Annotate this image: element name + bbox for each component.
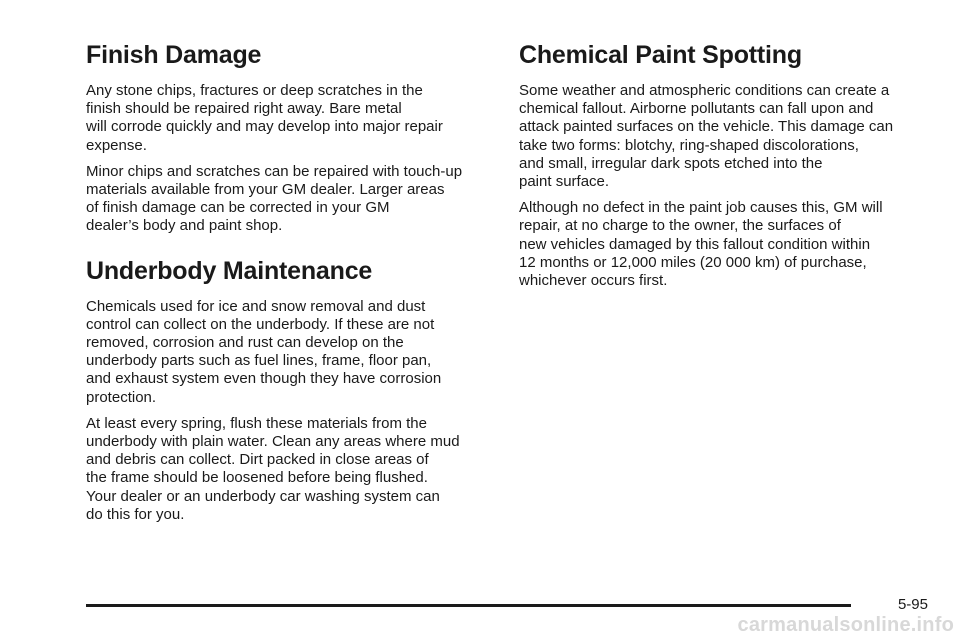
paragraph: At least every spring, flush these materials from the underbody with plain water. Clean any areas where mud and debris can collect. Dirt packed in close areas of the frame should be loosened before being flushed. Your dealer or an underbody car washing system can do this for you. xyxy=(86,414,460,523)
section-underbody-maintenance xyxy=(86,256,506,524)
paragraph: Chemicals used for ice and snow removal and dust control can collect on the underbody. If these are not removed, corrosion and rust can develop on the underbody parts such as fuel lines, frame, floor pan, and exhaust system even though they have corrosion protection. xyxy=(86,297,442,406)
heading-underbody-maintenance: Underbody Maintenance xyxy=(86,256,373,285)
left-column xyxy=(86,40,506,544)
paragraph: Any stone chips, fractures or deep scratches in the finish should be repaired right away. Bare metal will corrode quickly and may develop into major repair expense. xyxy=(86,82,443,154)
paragraph: Although no defect in the paint job causes this, GM will repair, at no charge to the owner, the surfaces of new vehicles damaged by this fallout condition within 12 months or 12,000 miles (20 000 km) of purchase, whichever occurs first. xyxy=(519,199,883,290)
paragraph: Minor chips and scratches can be repaired with touch-up materials available from your GM dealer. Larger areas of finish damage can be corrected in your GM dealer’s body and paint shop. xyxy=(86,162,463,235)
right-column xyxy=(519,40,929,310)
footer-rule xyxy=(86,604,851,607)
section-finish-damage xyxy=(86,40,506,236)
heading-finish-damage: Finish Damage xyxy=(86,41,262,69)
section-chemical-paint-spotting xyxy=(519,40,929,290)
heading-chemical-paint-spotting: Chemical Paint Spotting xyxy=(519,41,802,69)
paragraph: Some weather and atmospheric conditions can create a chemical fallout. Airborne pollutants can fall upon and attack painted surfaces on the vehicle. This damage can take two forms: blotchy, ring-shaped discolorations, and small, irregular dark spots etched into the paint surface. xyxy=(519,82,894,191)
page-number: 5-95 xyxy=(897,596,928,613)
watermark: carmanualsonline.info xyxy=(737,614,954,636)
